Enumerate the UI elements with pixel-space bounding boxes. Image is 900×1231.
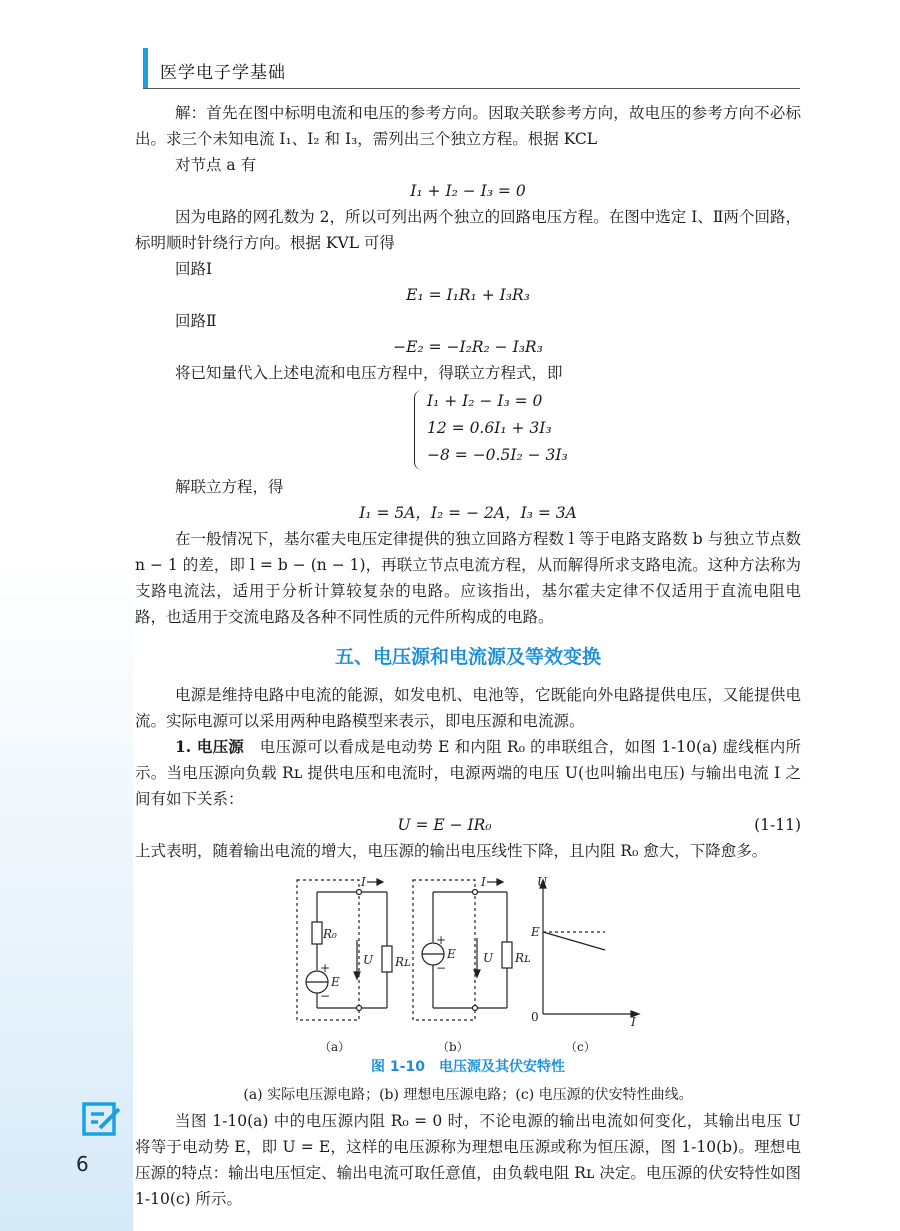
paragraph-text: 电压源可以看成是电动势 E 和内阻 R₀ 的串联组合，如图 1-10(a) 虚线框内所示。当电压源向负载 Rʟ 提供电压和电流时，电源两端的电压 U(也叫输出电压) 与输出电流 I 之间有如下关系： xyxy=(135,738,802,808)
label-rl: Rʟ xyxy=(395,955,411,969)
paragraph: 因为电路的网孔数为 2，所以可列出两个独立的回路电压方程。在图中选定 Ⅰ、Ⅱ两个回路，标明顺时针绕行方向。根据 KVL 可得 xyxy=(135,208,801,252)
equation: I₁ + I₂ − I₃ = 0 xyxy=(410,182,526,200)
running-header-title: 医学电子学基础 xyxy=(160,63,286,83)
paragraph: 将已知量代入上述电流和电压方程中，得联立方程式，即 xyxy=(175,364,563,382)
equation: U = E − IR₀ xyxy=(397,816,492,834)
label-i: I xyxy=(361,876,366,889)
label-plus: + xyxy=(320,961,331,975)
circuit-diagrams xyxy=(135,876,801,1026)
paragraph: 电源是维持电路中电流的能源，如发电机、电池等，它既能向外电路提供电压，又能提供电流。实际电源可以采用两种电路模型来表示，即电压源和电流源。 xyxy=(135,686,801,730)
label-e: E xyxy=(331,975,340,989)
paragraph: 解：首先在图中标明电流和电压的参考方向。因取关联参考方向，故电压的参考方向不必标出。求三个未知电流 I₁、I₂ 和 I₃，需列出三个独立方程。根据 KCL xyxy=(135,104,801,148)
paragraph: 回路Ⅰ xyxy=(175,260,213,278)
system-line: 12 = 0.6I₁ + 3I₃ xyxy=(427,419,552,437)
label-i: I xyxy=(481,876,486,889)
figure-caption: 图 1-10 电压源及其伏安特性 xyxy=(371,1059,565,1075)
equation: −E₂ = −I₂R₂ − I₃R₃ xyxy=(393,338,543,356)
header-accent-bar xyxy=(143,48,148,88)
terminal xyxy=(357,890,362,895)
header-rule xyxy=(143,88,800,89)
circuit-b xyxy=(413,879,512,1020)
terminal xyxy=(473,1006,478,1011)
label-u: U xyxy=(363,953,374,967)
label-minus: − xyxy=(320,989,331,1003)
paragraph: 回路Ⅱ xyxy=(175,312,217,330)
circuit-a xyxy=(297,879,392,1020)
vi-characteristic-plot xyxy=(540,880,639,1017)
equation: E₁ = I₁R₁ + I₃R₃ xyxy=(406,286,530,304)
arrow-head xyxy=(377,879,383,885)
paragraph: 解联立方程，得 xyxy=(175,478,284,496)
label-e: E xyxy=(447,947,456,961)
system-line: I₁ + I₂ − I₃ = 0 xyxy=(427,392,543,410)
characteristic-line xyxy=(543,932,605,950)
subfigure-label-a: （a） xyxy=(319,1040,351,1054)
subsection-heading: 1. 电压源 xyxy=(175,737,245,756)
paragraph: 在一般情况下，基尔霍夫电压定律提供的独立回路方程数 l 等于电路支路数 b 与独立节点数 n − 1 的差，即 l = b − (n − 1)，再联立节点电流方程，从而解得所求支路电流。这种方法称为支路电流法，适用于分析计算较复杂的电路。应该指出，基尔霍夫定律不仅适用于直流电阻电路，也适用于交流电路及各种不同性质的元件所构成的电路。 xyxy=(135,530,801,626)
arrow-head xyxy=(497,879,503,885)
arrow-head xyxy=(354,972,360,979)
resistor-r0 xyxy=(312,922,322,944)
equation-number: (1-11) xyxy=(754,816,801,834)
axis-label-u: U xyxy=(537,876,548,889)
terminal xyxy=(473,890,478,895)
subfigure-label-b: （b） xyxy=(437,1040,469,1054)
label-u: U xyxy=(483,951,494,965)
left-margin-strip xyxy=(0,0,133,1231)
section-title: 五、电压源和电流源及等效变换 xyxy=(334,646,601,668)
labels-b xyxy=(436,876,531,975)
labels-a xyxy=(320,876,411,1003)
figure-subcaption: (a) 实际电压源电路；(b) 理想电压源电路；(c) 电压源的伏安特性曲线。 xyxy=(243,1087,693,1103)
figure-1-10 xyxy=(135,876,801,1108)
axis-label-i: I xyxy=(631,1015,636,1026)
paragraph: 上式表明，随着输出电流的增大，电压源的输出电压线性下降，且内阻 R₀ 愈大，下降愈多。 xyxy=(135,842,768,860)
labels-c xyxy=(530,876,636,1026)
equation-with-number xyxy=(135,812,801,838)
edit-note-icon xyxy=(82,1100,122,1138)
label-minus: − xyxy=(436,961,447,975)
equation: I₁ = 5A，I₂ = − 2A，I₃ = 3A xyxy=(359,504,577,522)
terminal xyxy=(357,1006,362,1011)
page-number: 6 xyxy=(76,1152,89,1176)
equation-system xyxy=(135,388,801,472)
resistor-rl xyxy=(382,946,392,972)
system-brace xyxy=(414,390,423,470)
subfigure-labels xyxy=(135,1034,801,1054)
label-e: E xyxy=(531,925,540,939)
system-line: −8 = −0.5I₂ − 3I₃ xyxy=(427,446,568,464)
label-plus: + xyxy=(436,933,447,947)
origin-label: 0 xyxy=(531,1010,539,1024)
paragraph: 当图 1-10(a) 中的电压源内阻 R₀ = 0 时，不论电源的输出电流如何变化，其输出电压 U 将等于电动势 E，即 U = E，这样的电压源称为理想电压源或称为恒压源，图 1-10(b)。理想电压源的特点：输出电压恒定、输出电流可取任意值，由负载电阻 Rʟ 决定。电压源的伏安特性如图 1-10(c) 所示。 xyxy=(135,1112,801,1208)
label-rl: Rʟ xyxy=(515,951,531,965)
page-body xyxy=(135,100,801,1212)
paragraph xyxy=(135,734,801,812)
resistor-rl xyxy=(502,942,512,968)
subfigure-label-c: （c） xyxy=(565,1040,596,1054)
label-r0: R₀ xyxy=(323,927,337,941)
paragraph: 对节点 a 有 xyxy=(175,156,257,174)
